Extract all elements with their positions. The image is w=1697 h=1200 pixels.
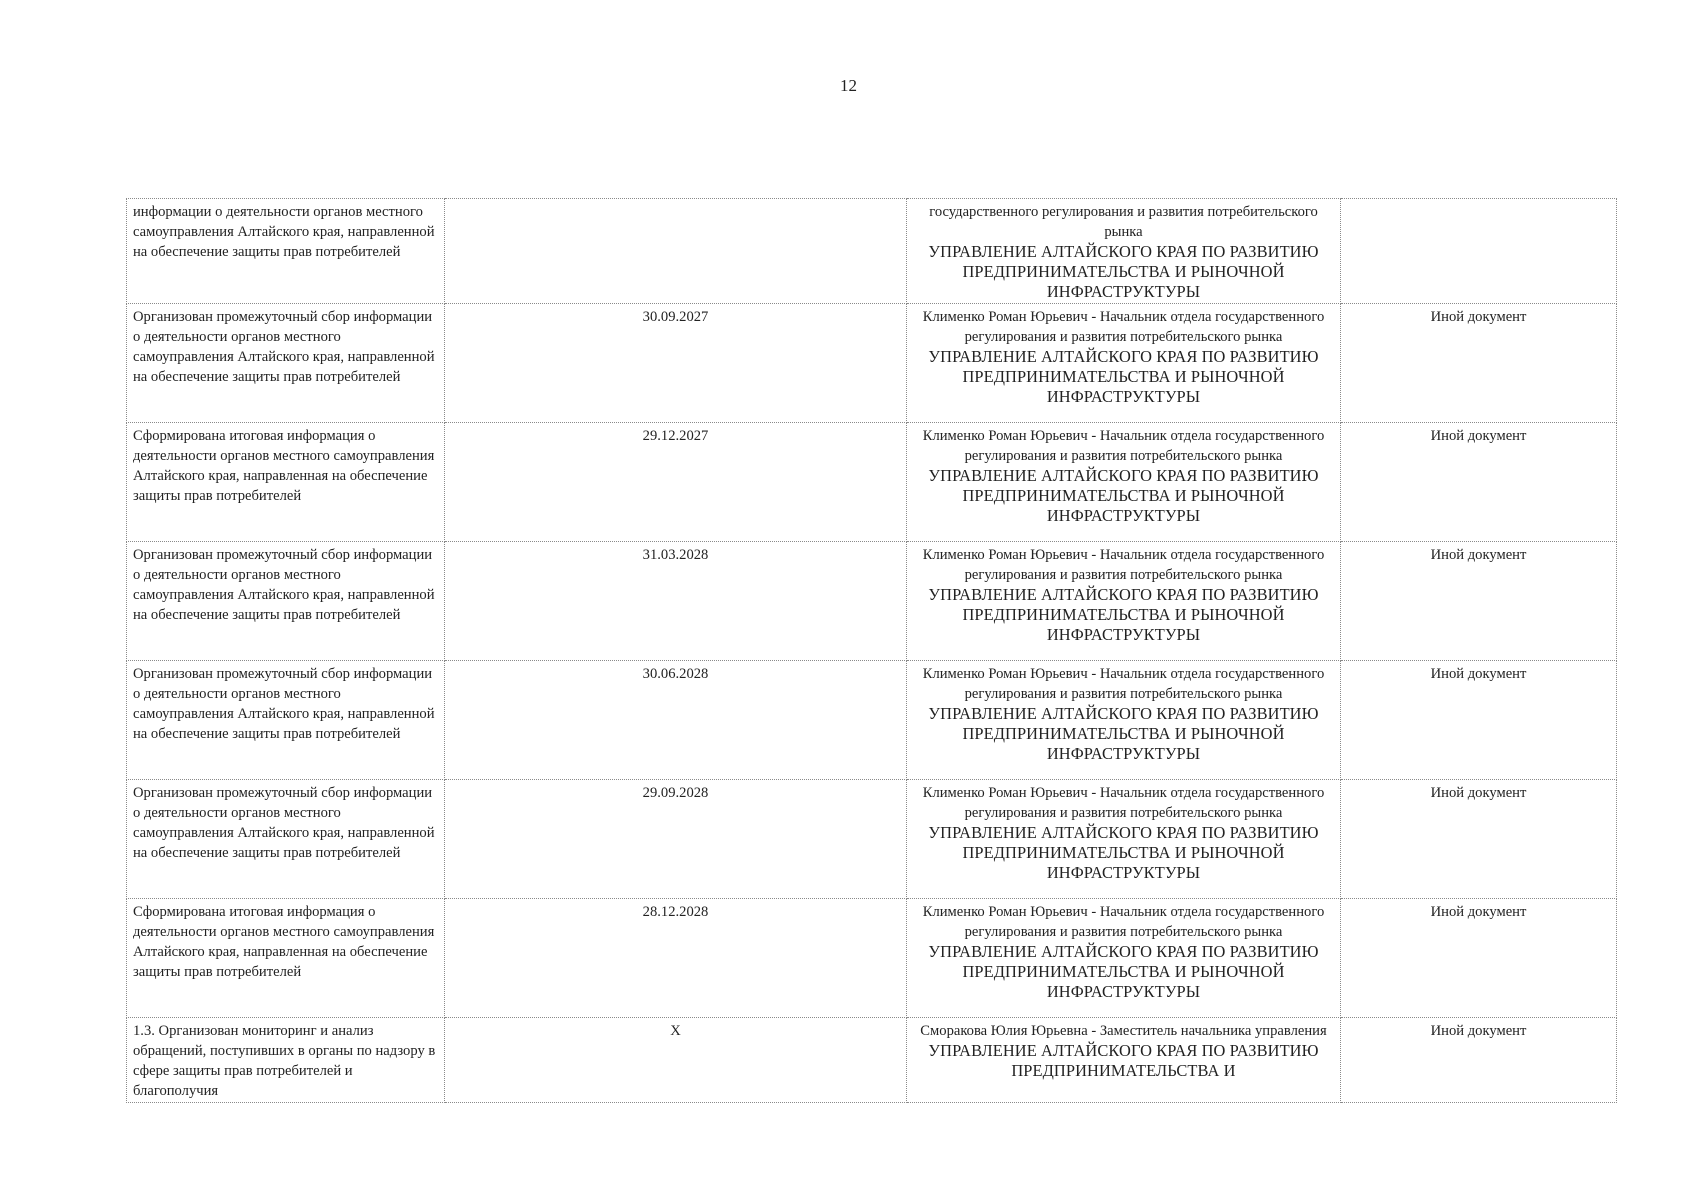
event-cell: Организован промежуточный сбор информации о деятельности органов местного самоуправления Алтайского края, направленной на обеспечение защиты прав потребителей — [127, 661, 445, 780]
document-type-cell: Иной документ — [1341, 780, 1617, 899]
document-type-cell: Иной документ — [1341, 304, 1617, 423]
table-row — [127, 542, 1617, 661]
date-cell: 28.12.2028 — [445, 899, 907, 1018]
table-row — [127, 423, 1617, 542]
responsible-person: Клименко Роман Юрьевич - Начальник отдела государственного регулирования и развития потребительского рынка — [922, 428, 1325, 464]
responsible-person: Клименко Роман Юрьевич - Начальник отдела государственного регулирования и развития потребительского рынка — [922, 785, 1325, 821]
responsible-cell — [907, 423, 1341, 542]
event-cell: 1.3. Организован мониторинг и анализ обращений, поступивших в органы по надзору в сфере защиты прав потребителей и благополучия — [127, 1018, 445, 1103]
event-cell: информации о деятельности органов местного самоуправления Алтайского края, направленной на обеспечение защиты прав потребителей — [127, 199, 445, 304]
page-number: 12 — [840, 76, 857, 95]
date-cell: 29.09.2028 — [445, 780, 907, 899]
document-type-cell: Иной документ — [1341, 1018, 1617, 1103]
table-row — [127, 661, 1617, 780]
schedule-table — [126, 198, 1617, 1103]
date-cell: 29.12.2027 — [445, 423, 907, 542]
responsible-organization: УПРАВЛЕНИЕ АЛТАЙСКОГО КРАЯ ПО РАЗВИТИЮ ПРЕДПРИНИМАТЕЛЬСТВА И РЫНОЧНОЙ ИНФРАСТРУКТУРЫ — [928, 823, 1319, 882]
responsible-cell — [907, 899, 1341, 1018]
responsible-person: Клименко Роман Юрьевич - Начальник отдела государственного регулирования и развития потребительского рынка — [922, 666, 1325, 702]
responsible-organization: УПРАВЛЕНИЕ АЛТАЙСКОГО КРАЯ ПО РАЗВИТИЮ ПРЕДПРИНИМАТЕЛЬСТВА И РЫНОЧНОЙ ИНФРАСТРУКТУРЫ — [928, 466, 1319, 525]
date-cell — [445, 199, 907, 304]
date-cell: 30.09.2027 — [445, 304, 907, 423]
responsible-person: Сморакова Юлия Юрьевна - Заместитель начальника управления — [920, 1023, 1327, 1039]
event-cell: Сформирована итоговая информация о деятельности органов местного самоуправления Алтайского края, направленная на обеспечение защиты прав потребителей — [127, 899, 445, 1018]
responsible-cell — [907, 542, 1341, 661]
event-cell: Организован промежуточный сбор информации о деятельности органов местного самоуправления Алтайского края, направленной на обеспечение защиты прав потребителей — [127, 542, 445, 661]
responsible-organization: УПРАВЛЕНИЕ АЛТАЙСКОГО КРАЯ ПО РАЗВИТИЮ ПРЕДПРИНИМАТЕЛЬСТВА И — [928, 1041, 1319, 1080]
date-cell: 30.06.2028 — [445, 661, 907, 780]
event-cell: Организован промежуточный сбор информации о деятельности органов местного самоуправления Алтайского края, направленной на обеспечение защиты прав потребителей — [127, 780, 445, 899]
responsible-organization: УПРАВЛЕНИЕ АЛТАЙСКОГО КРАЯ ПО РАЗВИТИЮ ПРЕДПРИНИМАТЕЛЬСТВА И РЫНОЧНОЙ ИНФРАСТРУКТУРЫ — [928, 347, 1319, 406]
document-type-cell: Иной документ — [1341, 542, 1617, 661]
event-cell: Сформирована итоговая информация о деятельности органов местного самоуправления Алтайского края, направленная на обеспечение защиты прав потребителей — [127, 423, 445, 542]
document-type-cell: Иной документ — [1341, 423, 1617, 542]
table-row — [127, 1018, 1617, 1103]
responsible-person: Клименко Роман Юрьевич - Начальник отдела государственного регулирования и развития потребительского рынка — [922, 904, 1325, 940]
date-cell: Х — [445, 1018, 907, 1103]
table-row — [127, 899, 1617, 1018]
date-cell: 31.03.2028 — [445, 542, 907, 661]
document-type-cell — [1341, 199, 1617, 304]
responsible-organization: УПРАВЛЕНИЕ АЛТАЙСКОГО КРАЯ ПО РАЗВИТИЮ ПРЕДПРИНИМАТЕЛЬСТВА И РЫНОЧНОЙ ИНФРАСТРУКТУРЫ — [928, 942, 1319, 1001]
responsible-person: Клименко Роман Юрьевич - Начальник отдела государственного регулирования и развития потребительского рынка — [922, 547, 1325, 583]
responsible-organization: УПРАВЛЕНИЕ АЛТАЙСКОГО КРАЯ ПО РАЗВИТИЮ ПРЕДПРИНИМАТЕЛЬСТВА И РЫНОЧНОЙ ИНФРАСТРУКТУРЫ — [928, 704, 1319, 763]
responsible-cell — [907, 199, 1341, 304]
responsible-cell — [907, 1018, 1341, 1103]
table-row — [127, 304, 1617, 423]
responsible-cell — [907, 304, 1341, 423]
table-row — [127, 199, 1617, 304]
table-row — [127, 780, 1617, 899]
responsible-person: Клименко Роман Юрьевич - Начальник отдела государственного регулирования и развития потребительского рынка — [922, 309, 1325, 345]
document-type-cell: Иной документ — [1341, 661, 1617, 780]
responsible-cell — [907, 780, 1341, 899]
responsible-cell — [907, 661, 1341, 780]
document-type-cell: Иной документ — [1341, 899, 1617, 1018]
event-cell: Организован промежуточный сбор информации о деятельности органов местного самоуправления Алтайского края, направленной на обеспечение защиты прав потребителей — [127, 304, 445, 423]
responsible-person: государственного регулирования и развития потребительского рынка — [929, 204, 1318, 240]
responsible-organization: УПРАВЛЕНИЕ АЛТАЙСКОГО КРАЯ ПО РАЗВИТИЮ ПРЕДПРИНИМАТЕЛЬСТВА И РЫНОЧНОЙ ИНФРАСТРУКТУРЫ — [928, 242, 1319, 301]
responsible-organization: УПРАВЛЕНИЕ АЛТАЙСКОГО КРАЯ ПО РАЗВИТИЮ ПРЕДПРИНИМАТЕЛЬСТВА И РЫНОЧНОЙ ИНФРАСТРУКТУРЫ — [928, 585, 1319, 644]
